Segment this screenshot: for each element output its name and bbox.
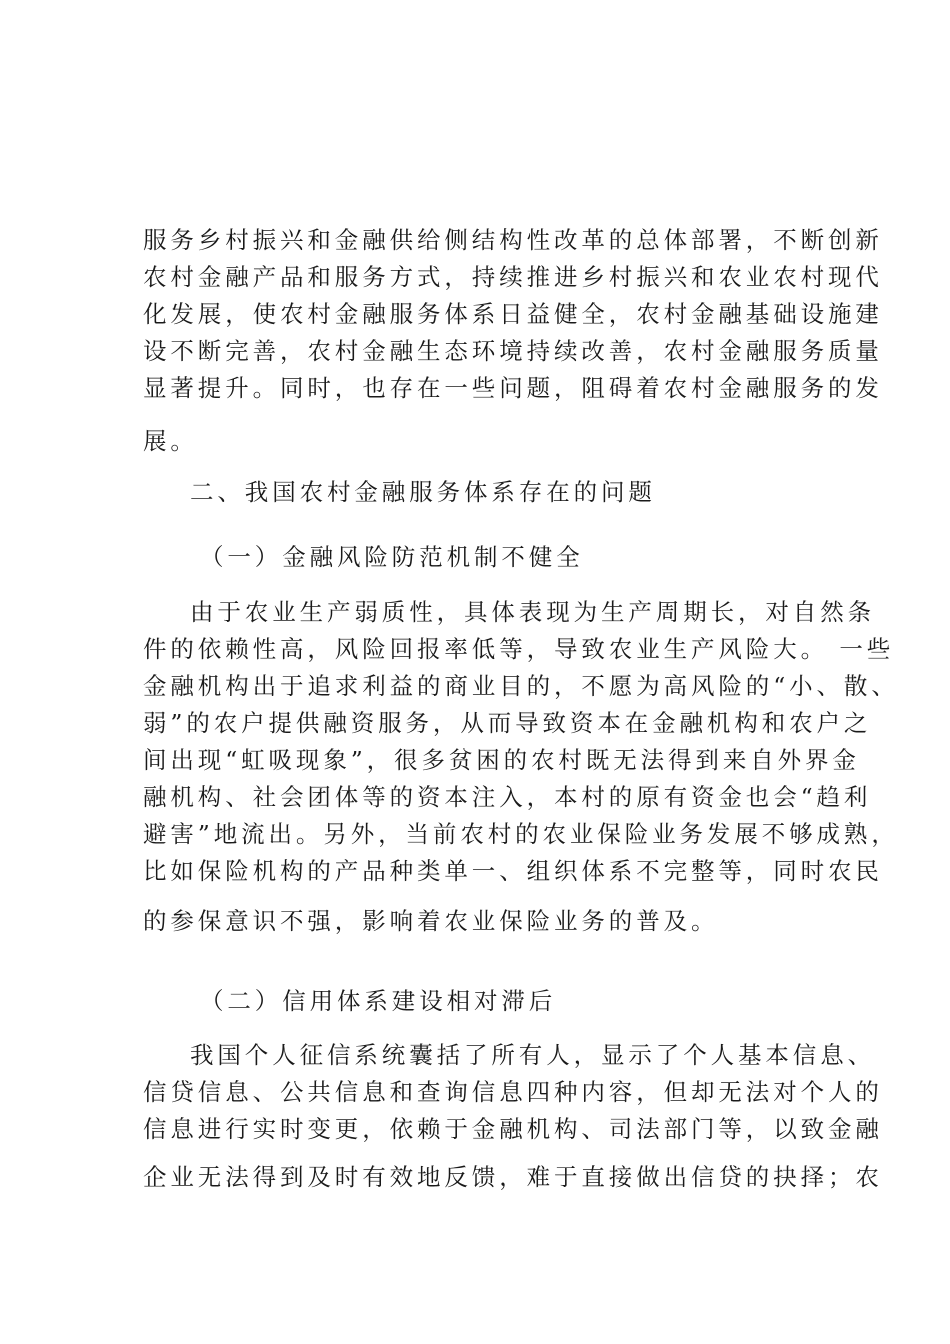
paragraph-1-line: 服务乡村振兴和金融供给侧结构性改革的总体部署，不断创新 — [143, 226, 883, 254]
paragraph-1-line: 显著提升。同时，也存在一些问题，阻碍着农村金融服务的发 — [143, 374, 883, 402]
paragraph-2-line: 间出现“虹吸现象”，很多贫困的农村既无法得到来自外界金 — [143, 746, 860, 774]
paragraph-2-line: 件的依赖性高，风险回报率低等，导致农业生产风险大。 一些 — [143, 635, 895, 663]
paragraph-2-line: 融机构、社会团体等的资本注入，本村的原有资金也会“趋利 — [143, 783, 872, 811]
subsection-heading-1: （一）金融风险防范机制不健全 — [200, 543, 584, 571]
paragraph-2-line: 由于农业生产弱质性，具体表现为生产周期长，对自然条 — [190, 598, 875, 626]
paragraph-2-line: 弱”的农户提供融资服务，从而导致资本在金融机构和农户之 — [143, 709, 872, 737]
paragraph-2-line: 的参保意识不强，影响着农业保险业务的普及。 — [143, 907, 719, 935]
paragraph-2-line: 比如保险机构的产品种类单一、组织体系不完整等，同时农民 — [143, 857, 883, 885]
paragraph-2-line: 避害”地流出。另外，当前农村的农业保险业务发展不够成熟， — [143, 820, 899, 848]
section-heading: 二、我国农村金融服务体系存在的问题 — [190, 478, 656, 506]
paragraph-3-line: 我国个人征信系统囊括了所有人，显示了个人基本信息、 — [190, 1041, 875, 1069]
subsection-heading-2: （二）信用体系建设相对滞后 — [200, 987, 557, 1015]
paragraph-2-line: 金融机构出于追求利益的商业目的，不愿为高风险的“小、散、 — [143, 672, 899, 700]
paragraph-3-line: 企业无法得到及时有效地反馈，难于直接做出信贷的抉择；农 — [143, 1163, 883, 1191]
paragraph-1-line: 展。 — [143, 427, 198, 455]
paragraph-1-line: 农村金融产品和服务方式，持续推进乡村振兴和农业农村现代 — [143, 263, 883, 291]
paragraph-1-line: 化发展，使农村金融服务体系日益健全，农村金融基础设施建 — [143, 300, 883, 328]
paragraph-3-line: 信贷信息、公共信息和查询信息四种内容，但却无法对个人的 — [143, 1078, 883, 1106]
paragraph-3-line: 信息进行实时变更，依赖于金融机构、司法部门等，以致金融 — [143, 1115, 883, 1143]
paragraph-1-line: 设不断完善，农村金融生态环境持续改善，农村金融服务质量 — [143, 337, 883, 365]
